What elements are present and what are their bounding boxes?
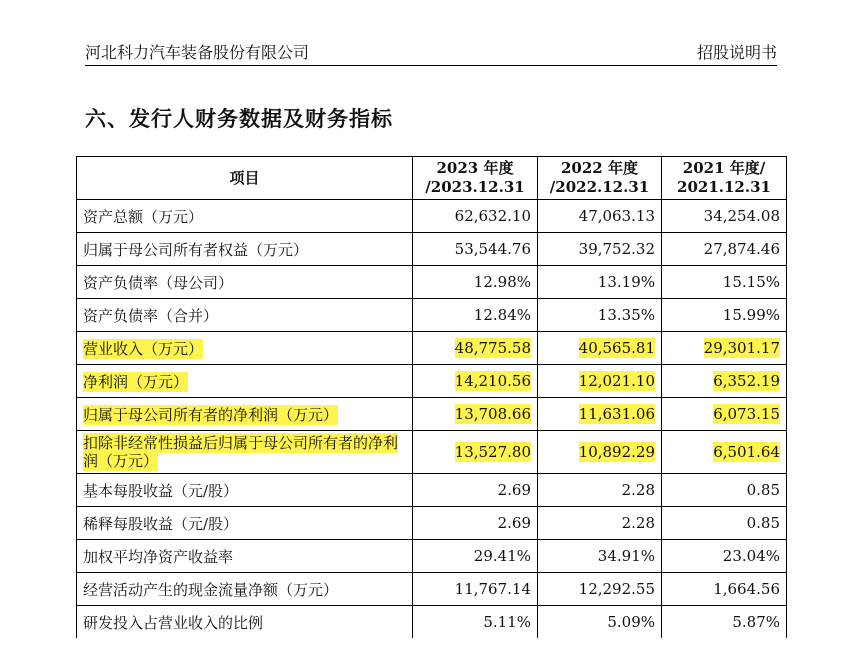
cell-2022-text: 34.91% bbox=[597, 547, 655, 565]
cell-2022-text: 12,292.55 bbox=[578, 580, 655, 598]
table-header-row bbox=[77, 157, 787, 200]
cell-2022 bbox=[538, 540, 662, 573]
cell-2021 bbox=[662, 573, 787, 606]
cell-2021-text: 27,874.46 bbox=[703, 240, 780, 258]
cell-2023-text: 14,210.56 bbox=[454, 372, 531, 390]
header-2023 bbox=[413, 157, 538, 200]
cell-2021-text: 0.85 bbox=[746, 514, 780, 532]
row-label bbox=[77, 200, 413, 233]
row-label bbox=[77, 299, 413, 332]
cell-2022 bbox=[538, 573, 662, 606]
cell-2023-text: 29.41% bbox=[473, 547, 531, 565]
cell-2023-text: 13,527.80 bbox=[454, 443, 531, 461]
cell-2021-text: 29,301.17 bbox=[703, 339, 780, 357]
cell-2023-text: 53,544.76 bbox=[454, 240, 531, 258]
table-row bbox=[77, 365, 787, 398]
cell-2023 bbox=[413, 266, 538, 299]
cell-2022 bbox=[538, 507, 662, 540]
cell-2022 bbox=[538, 299, 662, 332]
cell-2022 bbox=[538, 200, 662, 233]
row-label-text: 研发投入占营业收入的比例 bbox=[83, 613, 264, 632]
cell-2022-text: 10,892.29 bbox=[578, 443, 655, 461]
table-row bbox=[77, 606, 787, 639]
cell-2023 bbox=[413, 233, 538, 266]
cell-2021 bbox=[662, 398, 787, 431]
company-name: 河北科力汽车装备股份有限公司 bbox=[85, 43, 310, 62]
row-label-text: 归属于母公司所有者权益（万元） bbox=[83, 240, 309, 259]
cell-2021-text: 6,501.64 bbox=[713, 443, 780, 461]
header-2021-line1: 2021 年度/ bbox=[682, 159, 766, 177]
row-label-text: 资产负债率（合并） bbox=[83, 306, 219, 325]
row-label-text: 稀释每股收益（元/股） bbox=[83, 514, 239, 533]
cell-2023 bbox=[413, 431, 538, 474]
cell-2021-text: 1,664.56 bbox=[713, 580, 780, 598]
row-label bbox=[77, 398, 413, 431]
table-row bbox=[77, 398, 787, 431]
section-title: 六、发行人财务数据及财务指标 bbox=[85, 107, 393, 131]
cell-2021 bbox=[662, 365, 787, 398]
page-header bbox=[85, 40, 777, 64]
cell-2022-text: 11,631.06 bbox=[578, 405, 655, 423]
header-2022-line2: /2022.12.31 bbox=[549, 178, 650, 196]
table-row bbox=[77, 332, 787, 365]
row-label-text: 资产总额（万元） bbox=[83, 207, 204, 226]
cell-2022 bbox=[538, 365, 662, 398]
cell-2022-text: 47,063.13 bbox=[578, 207, 655, 225]
cell-2021 bbox=[662, 540, 787, 573]
cell-2023-text: 11,767.14 bbox=[454, 580, 531, 598]
cell-2021-text: 6,073.15 bbox=[713, 405, 780, 423]
cell-2022 bbox=[538, 431, 662, 474]
cell-2021-text: 23.04% bbox=[722, 547, 780, 565]
cell-2022-text: 40,565.81 bbox=[578, 339, 655, 357]
table-row bbox=[77, 233, 787, 266]
cell-2023-text: 2.69 bbox=[497, 514, 531, 532]
row-label-text: 基本每股收益（元/股） bbox=[83, 481, 239, 500]
cell-2023 bbox=[413, 200, 538, 233]
row-label bbox=[77, 233, 413, 266]
cell-2023-text: 62,632.10 bbox=[454, 207, 531, 225]
cell-2023 bbox=[413, 606, 538, 639]
header-2021 bbox=[662, 157, 787, 200]
cell-2021-text: 5.87% bbox=[732, 613, 780, 631]
table-row bbox=[77, 200, 787, 233]
table-row bbox=[77, 507, 787, 540]
cell-2021 bbox=[662, 200, 787, 233]
cell-2022-text: 2.28 bbox=[621, 514, 655, 532]
row-label bbox=[77, 573, 413, 606]
row-label-text: 加权平均净资产收益率 bbox=[83, 547, 234, 566]
header-2022-line1: 2022 年度 bbox=[561, 159, 638, 177]
cell-2022-text: 39,752.32 bbox=[578, 240, 655, 258]
row-label-text: 资产负债率（母公司） bbox=[83, 273, 234, 292]
financial-indicators-table bbox=[76, 156, 787, 638]
table-row bbox=[77, 573, 787, 606]
cell-2021 bbox=[662, 507, 787, 540]
cell-2022 bbox=[538, 474, 662, 507]
cell-2023 bbox=[413, 573, 538, 606]
cell-2021-text: 15.99% bbox=[722, 306, 780, 324]
cell-2022-text: 2.28 bbox=[621, 481, 655, 499]
cell-2022-text: 12,021.10 bbox=[578, 372, 655, 390]
cell-2022 bbox=[538, 398, 662, 431]
header-rule bbox=[85, 65, 777, 66]
cell-2023-text: 5.11% bbox=[483, 613, 531, 631]
row-label bbox=[77, 606, 413, 639]
header-2021-line2: 2021.12.31 bbox=[677, 178, 771, 196]
row-label-text: 营业收入（万元） bbox=[83, 339, 204, 358]
cell-2023 bbox=[413, 507, 538, 540]
cell-2022-text: 13.19% bbox=[597, 273, 655, 291]
cell-2022 bbox=[538, 233, 662, 266]
cell-2021-text: 34,254.08 bbox=[703, 207, 780, 225]
cell-2021 bbox=[662, 332, 787, 365]
cell-2023-text: 12.84% bbox=[473, 306, 531, 324]
row-label-text: 扣除非经常性损益后归属于母公司所有者的净利润（万元） bbox=[83, 434, 399, 470]
cell-2022-text: 13.35% bbox=[597, 306, 655, 324]
table-row bbox=[77, 299, 787, 332]
table-row bbox=[77, 266, 787, 299]
row-label-text: 经营活动产生的现金流量净额（万元） bbox=[83, 580, 339, 599]
row-label bbox=[77, 474, 413, 507]
cell-2023-text: 48,775.58 bbox=[454, 339, 531, 357]
cell-2023 bbox=[413, 299, 538, 332]
cell-2022 bbox=[538, 266, 662, 299]
cell-2023-text: 2.69 bbox=[497, 481, 531, 499]
cell-2023-text: 12.98% bbox=[473, 273, 531, 291]
cell-2022 bbox=[538, 606, 662, 639]
cell-2021 bbox=[662, 233, 787, 266]
row-label bbox=[77, 365, 413, 398]
header-2022 bbox=[538, 157, 662, 200]
document-type: 招股说明书 bbox=[696, 43, 777, 62]
cell-2023 bbox=[413, 540, 538, 573]
cell-2021-text: 0.85 bbox=[746, 481, 780, 499]
table-row bbox=[77, 431, 787, 474]
row-label bbox=[77, 431, 413, 474]
cell-2021 bbox=[662, 266, 787, 299]
header-item-text: 项目 bbox=[229, 168, 260, 187]
row-label-text: 归属于母公司所有者的净利润（万元） bbox=[83, 405, 339, 424]
cell-2023 bbox=[413, 398, 538, 431]
cell-2021 bbox=[662, 431, 787, 474]
cell-2022 bbox=[538, 332, 662, 365]
cell-2022-text: 5.09% bbox=[607, 613, 655, 631]
cell-2021-text: 6,352.19 bbox=[713, 372, 780, 390]
header-item bbox=[77, 157, 413, 200]
header-2023-line2: /2023.12.31 bbox=[425, 178, 525, 196]
cell-2021 bbox=[662, 474, 787, 507]
row-label bbox=[77, 540, 413, 573]
cell-2023 bbox=[413, 474, 538, 507]
row-label bbox=[77, 332, 413, 365]
cell-2021 bbox=[662, 299, 787, 332]
cell-2023 bbox=[413, 365, 538, 398]
cell-2023 bbox=[413, 332, 538, 365]
table-row bbox=[77, 540, 787, 573]
cell-2023-text: 13,708.66 bbox=[454, 405, 531, 423]
row-label-text: 净利润（万元） bbox=[83, 372, 189, 391]
table-row bbox=[77, 474, 787, 507]
row-label bbox=[77, 507, 413, 540]
cell-2021 bbox=[662, 606, 787, 639]
cell-2021-text: 15.15% bbox=[722, 273, 780, 291]
header-2023-line1: 2023 年度 bbox=[436, 159, 514, 177]
row-label bbox=[77, 266, 413, 299]
